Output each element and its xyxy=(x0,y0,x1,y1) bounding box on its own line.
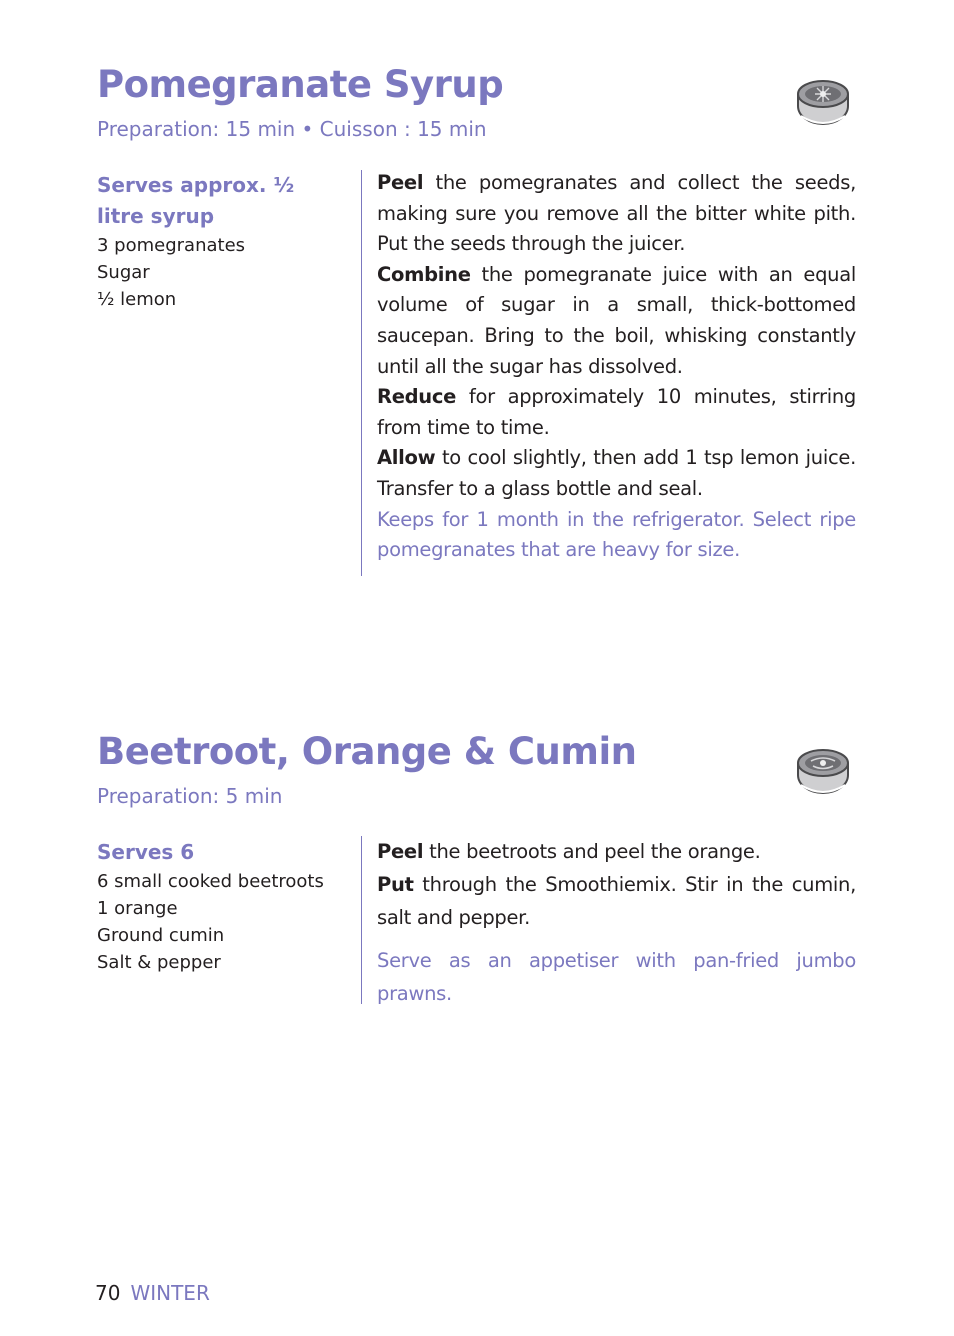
method-steps xyxy=(377,835,856,1010)
ingredient-item: 1 orange xyxy=(97,898,178,919)
section-label: WINTER xyxy=(130,1281,210,1305)
ingredient-item: Ground cumin xyxy=(97,925,225,946)
page-footer xyxy=(95,1281,210,1305)
ingredient-list xyxy=(97,170,337,313)
recipe-tip: Keeps for 1 month in the refrigerator. Select ripe pomegranates that are heavy for size. xyxy=(377,507,856,562)
juicer-attachment-icon xyxy=(795,76,851,128)
step-verb: Peel xyxy=(377,840,424,863)
step-text: the beetroots and peel the orange. xyxy=(423,840,761,863)
recipe-tip: Serve as an appetiser with pan-fried jumbo prawns. xyxy=(377,949,856,1005)
column-divider xyxy=(361,836,362,1004)
step-verb: Reduce xyxy=(377,385,457,409)
recipe-title: Pomegranate Syrup xyxy=(97,63,504,106)
step-verb: Put xyxy=(377,873,414,896)
ingredient-item: Sugar xyxy=(97,262,150,283)
step-text: the pomegranate juice with an equal volume of sugar in a small, thick-bottomed saucepan. Bring to the boil, whisking constantly until all the sugar has dissolved. xyxy=(377,262,856,378)
smoothiemix-attachment-icon xyxy=(795,745,851,797)
method-step xyxy=(377,835,856,868)
recipe-timing: Preparation: 15 min • Cuisson : 15 min xyxy=(97,117,487,141)
serves-heading: Serves 6 xyxy=(97,840,195,864)
method-step xyxy=(377,382,856,443)
step-text: the pomegranates and collect the seeds, making sure you remove all the bitter white pith. Put the seeds through the juicer. xyxy=(377,171,856,256)
step-text: through the Smoothiemix. Stir in the cumin, salt and pepper. xyxy=(377,873,856,929)
method-step xyxy=(377,443,856,504)
ingredient-item: 3 pomegranates xyxy=(97,235,246,256)
page-number: 70 xyxy=(95,1281,121,1305)
recipe-timing: Preparation: 5 min xyxy=(97,784,283,808)
step-text: to cool slightly, then add 1 tsp lemon juice. Transfer to a glass bottle and seal. xyxy=(377,446,856,500)
step-text: for approximately 10 minutes, stirring from time to time. xyxy=(377,385,856,439)
recipe-title: Beetroot, Orange & Cumin xyxy=(97,730,637,773)
ingredient-item: 6 small cooked beetroots xyxy=(97,871,324,892)
column-divider xyxy=(361,170,362,576)
step-verb: Peel xyxy=(377,171,424,194)
method-step xyxy=(377,868,856,934)
step-verb: Allow xyxy=(377,446,436,470)
serves-heading: Serves approx. ½ litre syrup xyxy=(97,173,295,228)
step-verb: Combine xyxy=(377,262,471,286)
method-steps xyxy=(377,168,856,566)
method-step xyxy=(377,260,856,382)
method-step xyxy=(377,168,856,260)
ingredient-list xyxy=(97,837,337,976)
ingredient-item: ½ lemon xyxy=(97,289,177,310)
ingredient-item: Salt & pepper xyxy=(97,952,221,973)
